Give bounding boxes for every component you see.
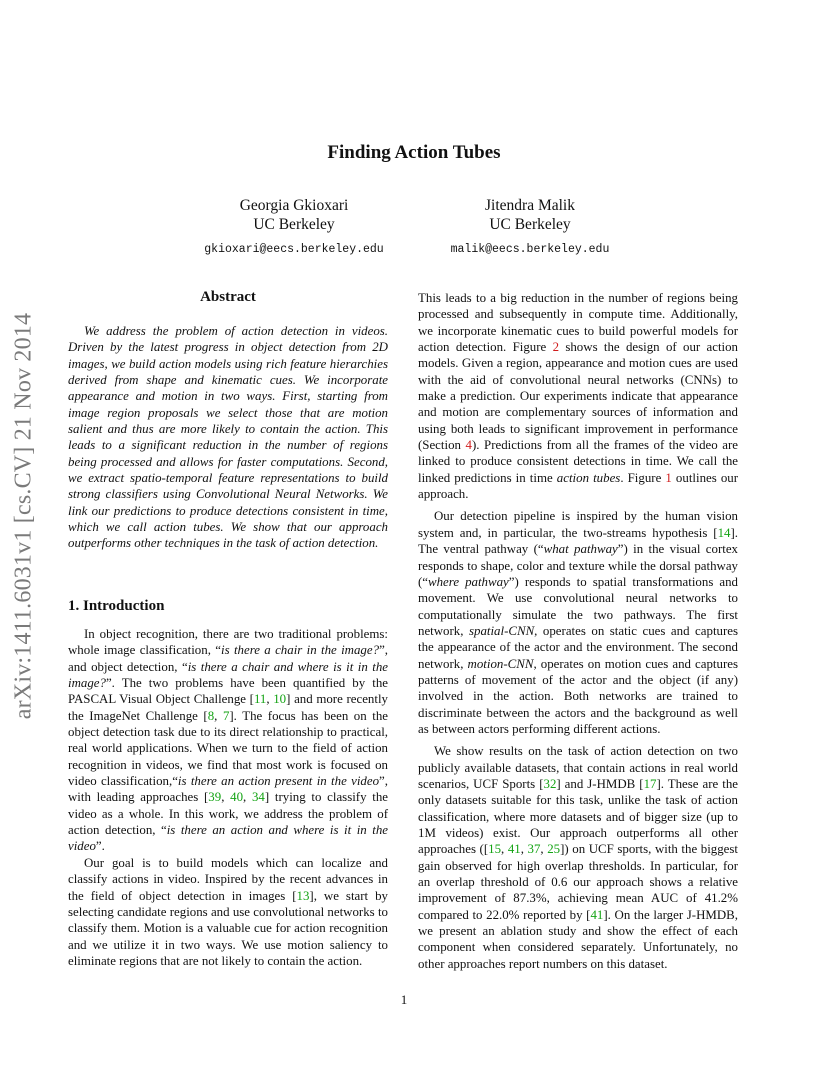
citation-link[interactable]: 8 [207, 708, 215, 723]
citation-link[interactable]: 41 [590, 907, 604, 922]
paper-title: Finding Action Tubes [327, 142, 501, 163]
author-email: malik@eecs.berkeley.edu [450, 243, 610, 256]
figure-reference-link[interactable]: 1 [665, 470, 672, 485]
citation-link[interactable]: 15 [488, 842, 502, 857]
author-name: Georgia Gkioxari [239, 197, 349, 214]
citation-link[interactable]: 32 [543, 776, 557, 791]
intro-right-column [418, 290, 738, 972]
author-affiliation: UC Berkeley [489, 216, 571, 233]
author-block-1 [164, 196, 424, 259]
page-number: 1 [400, 992, 408, 1007]
citation-link[interactable]: 40 [230, 790, 244, 805]
author-email: gkioxari@eecs.berkeley.edu [204, 243, 384, 256]
abstract-text: We address the problem of action detection in videos. Driven by the latest progress in object detection from 2D images, we build action models using rich feature hierarchies derived from shape and kinematic cues. We incorporate appearance and motion in two ways. First, starting from image region proposals we select those that are motion salient and thus are more likely to contain the action. This leads to a significant reduction in the number of regions being processed and allows for faster computations. Second, we extract spatio-temporal feature representations to build strong classifiers using Convolutional Neural Networks. We link our predictions to produce detections consistent in time, which we call action tubes. We show that our approach outperforms other techniques in the task of action detection. [68, 324, 388, 551]
abstract-body [68, 323, 388, 552]
citation-link[interactable]: 17 [643, 776, 657, 791]
intro-paragraph-3: This leads to a big reduction in the number of regions being processed and subsequently in compute time. Additionally, we incorporate kinematic cues to build powerful models for action detection. Figure 2 shows the design of our action models. Given a region, appearance and motion cues are used with the aid of convolutional neural networks (CNNs) to make a prediction. Our experiments indicate that appearance and motion are complementary sources of information and using both leads to significant improvement in performance (Section 4). Predictions from all the frames of the video are linked to produce consistent detections in time. We call the linked predictions in time action tubes. Figure 1 outlines our approach. [418, 291, 739, 502]
author-block-2 [400, 196, 660, 259]
citation-link[interactable]: 13 [296, 888, 310, 903]
abstract-heading: Abstract [200, 289, 256, 305]
intro-left-column [68, 626, 388, 969]
citation-link[interactable]: 14 [717, 525, 731, 540]
citation-link[interactable]: 39 [208, 790, 222, 805]
author-name: Jitendra Malik [485, 197, 575, 214]
figure-reference-link[interactable]: 2 [552, 340, 560, 355]
citation-link[interactable]: 10 [273, 692, 287, 707]
intro-paragraph-2: Our goal is to build models which can localize and classify actions in video. Inspired by the recent advances in the field of object detection in images [13], we start by selecting candidate regions and use convolutional networks to classify them. Motion is a valuable cue for action recognition and we utilize it in two ways. We use motion saliency to eliminate regions that are not likely to contain the action. [68, 855, 388, 968]
citation-link[interactable]: 25 [547, 842, 561, 857]
author-affiliation: UC Berkeley [253, 216, 335, 233]
section-reference-link[interactable]: 4 [465, 438, 472, 453]
intro-paragraph-4: Our detection pipeline is inspired by the human vision system and, in particular, the two-streams hypothesis [14]. The ventral pathway (“what pathway”) in the visual cortex responds to shape, color and texture while the dorsal pathway (“where pathway”) responds to spatial transformations and movement. We use convolutional neural networks to computationally simulate the two pathways. The first network, spatial-CNN, operates on static cues and captures the appearance of the actor and the environment. The second network, motion-CNN, operates on motion cues and captures patterns of movement of the actor and the object (if any) involved in the action. Both networks are trained to discriminate between the actors and the background as well as between actors performing different actions. [418, 509, 739, 736]
citation-link[interactable]: 41 [507, 842, 521, 857]
arxiv-identifier: arXiv:1411.6031v1 [cs.CV] 21 Nov 2014 [10, 312, 37, 720]
citation-link[interactable]: 34 [251, 790, 265, 805]
citation-link[interactable]: 7 [222, 708, 230, 723]
citation-link[interactable]: 37 [527, 842, 541, 857]
intro-paragraph-1: In object recognition, there are two traditional problems: whole image classification, “is there a chair in the image?”, and object detection, “is there a chair and where is it in the image?”. The two problems have been quantified by the PASCAL Visual Object Challenge [11, 10] and more recently the ImageNet Challenge [8, 7]. The focus has been on the object detection task due to its direct relationship to practical, real world applications. When we turn to the field of action recognition in videos, we find that most work is focused on video classification,“is there an action present in the video”, with leading approaches [39, 40, 34] trying to classify the video as a whole. In this work, we address the problem of action detection, “is there an action and where is it in the video”. [68, 627, 389, 854]
intro-paragraph-5: We show results on the task of action detection on two publicly available datasets, that contain actions in real world scenarios, UCF Sports [32] and J-HMDB [17]. These are the only datasets suitable for this task, unlike the task of action classification, where more datasets and of bigger size (up to 1M videos) exist. Our approach outperforms all other approaches ([15, 41, 37, 25]) on UCF sports, with the biggest gain observed for high overlap thresholds. In particular, for an overlap threshold of 0.6 our approach shows a relative improvement of 87.3%, achieving mean AUC of 41.2% compared to 22.0% reported by [41]. On the larger J-HMDB, we present an ablation study and show the effect of each component when considered separately. Unfortunately, no other approaches report numbers on this dataset. [418, 744, 738, 971]
section-heading-introduction: 1. Introduction [68, 598, 165, 614]
citation-link[interactable]: 11 [253, 692, 267, 707]
arxiv-sidebar [6, 286, 42, 746]
